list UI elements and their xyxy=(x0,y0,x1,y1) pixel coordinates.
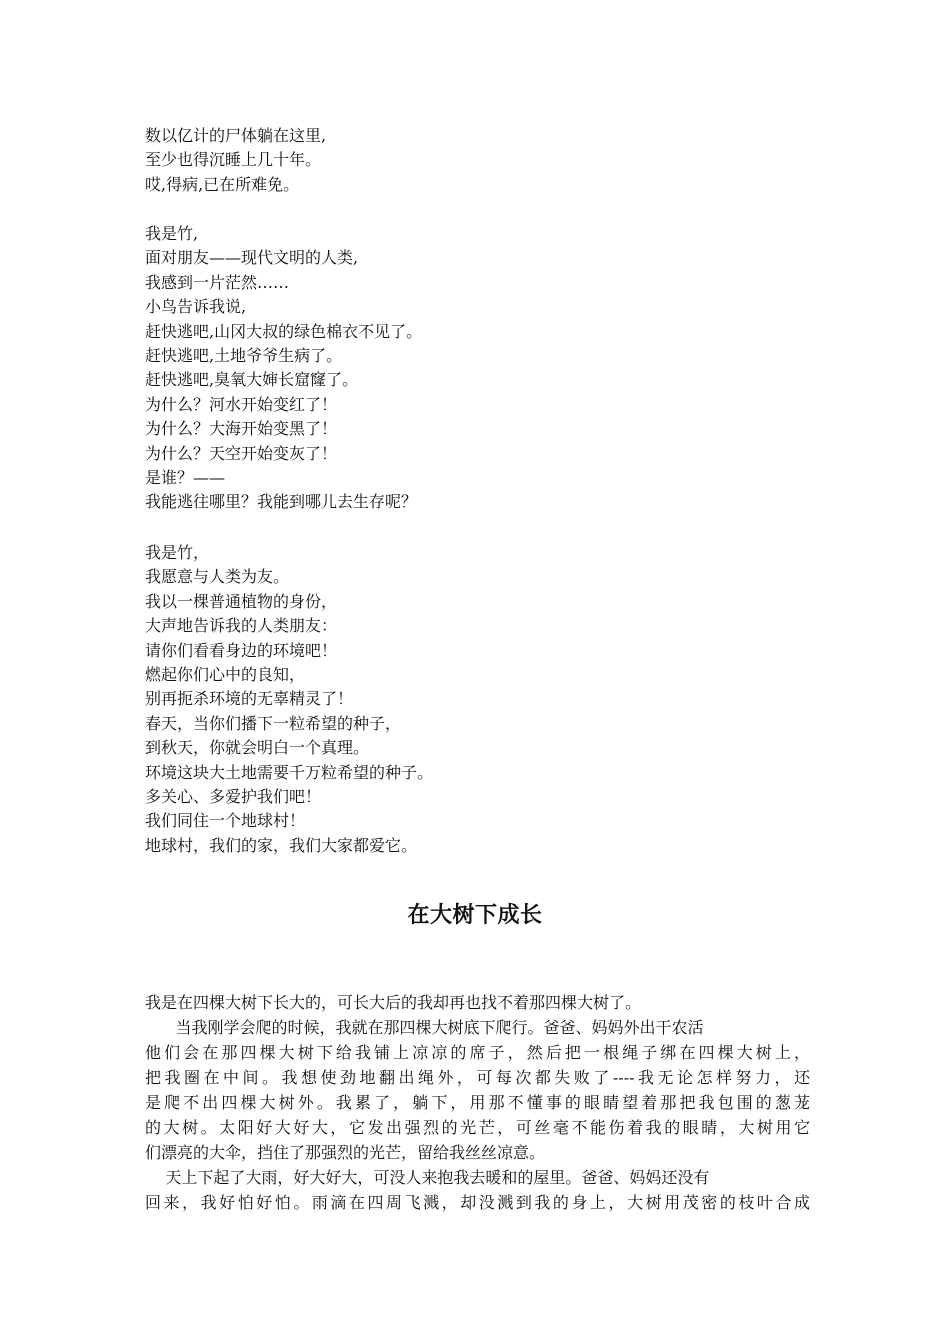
poem-line: 多关心、多爱护我们吧！ xyxy=(145,786,322,806)
essay-line: 把我圈在中间。我想使劲地翻出绳外，可每次都失败了----我无论怎样努力，还 xyxy=(145,1068,810,1087)
essay-line: 他们会在那四棵大树下给我铺上凉凉的席子，然后把一根绳子绑在四棵大树上， xyxy=(145,1043,810,1062)
poem-line: 赶快逃吧,土地爷爷生病了。 xyxy=(145,345,343,365)
essay-line: 我是在四棵大树下长大的，可长大后的我却再也找不着那四棵大树了。 xyxy=(145,993,642,1012)
essay-line: 回来，我好怕好怕。雨滴在四周飞溅，却没溅到我的身上，大树用茂密的枝叶合成 xyxy=(145,1193,810,1212)
poem-stanza-2 xyxy=(145,222,825,515)
poem-line: 是谁？—— xyxy=(145,467,226,487)
poem-line: 我是竹, xyxy=(145,224,199,243)
poem-line: 为什么？天空开始变灰了！ xyxy=(145,443,338,463)
essay-line: 是爬不出四棵大树外。我累了，躺下，用那不懂事的眼睛望着那把我包围的葱茏 xyxy=(145,1093,810,1112)
poem-stanza-1 xyxy=(145,124,825,197)
poem-line: 面对朋友——现代文明的人类, xyxy=(145,248,359,268)
poem-line: 数以亿计的尸体躺在这里, xyxy=(145,126,327,145)
essay-line: 的大树。太阳好大好大，它发出强烈的光芒，可丝毫不能伤着我的眼睛，大树用它 xyxy=(145,1118,810,1137)
poem-line: 为什么？大海开始变黑了！ xyxy=(145,419,338,439)
poem-line: 环境这块大土地需要千万粒希望的种子。 xyxy=(145,762,434,782)
poem-line: 赶快逃吧,臭氧大婶长窟窿了。 xyxy=(145,370,359,390)
poem-line: 请你们看看身边的环境吧！ xyxy=(145,640,338,660)
poem-line: 哎,得病,已在所难免。 xyxy=(145,174,300,194)
poem-line: 别再扼杀环境的无辜精灵了！ xyxy=(145,689,354,709)
essay-line: 当我刚学会爬的时候，我就在那四棵大树底下爬行。爸爸、妈妈外出干农活 xyxy=(145,1018,704,1037)
poem-line: 我愿意与人类为友。 xyxy=(145,567,290,587)
poem-line: 我们同住一个地球村！ xyxy=(145,811,306,831)
essay-line: 们漂亮的大伞，挡住了那强烈的光芒，留给我丝丝凉意。 xyxy=(145,1143,546,1162)
poem-line: 春天，当你们播下一粒希望的种子， xyxy=(145,713,402,733)
poem-stanza-3 xyxy=(145,541,825,858)
poem-line: 到秋天，你就会明白一个真理。 xyxy=(145,738,370,758)
essay-line: 天上下起了大雨，好大好大，可没人来抱我去暖和的屋里。爸爸、妈妈还没有 xyxy=(145,1168,710,1187)
poem-line: 我以一棵普通植物的身份， xyxy=(145,591,338,611)
poem-line: 小鸟告诉我说, xyxy=(145,297,247,317)
essay-body xyxy=(145,990,810,1215)
poem-line: 我能逃往哪里？我能到哪儿去生存呢？ xyxy=(145,492,418,512)
poem-line: 为什么？河水开始变红了！ xyxy=(145,394,338,414)
poem-line: 至少也得沉睡上几十年。 xyxy=(145,150,322,170)
poem-line: 地球村，我们的家，我们大家都爱它。 xyxy=(145,835,418,855)
poem-line: 赶快逃吧,山冈大叔的绿色棉衣不见了。 xyxy=(145,321,423,341)
poem-line: 燃起你们心中的良知， xyxy=(145,664,306,684)
poem-line: 大声地告诉我的人类朋友： xyxy=(145,616,338,636)
poem-line: 我感到一片茫然…… xyxy=(145,272,290,292)
poem-line: 我是竹， xyxy=(145,543,210,562)
essay-title: 在大树下成长 xyxy=(407,903,543,928)
